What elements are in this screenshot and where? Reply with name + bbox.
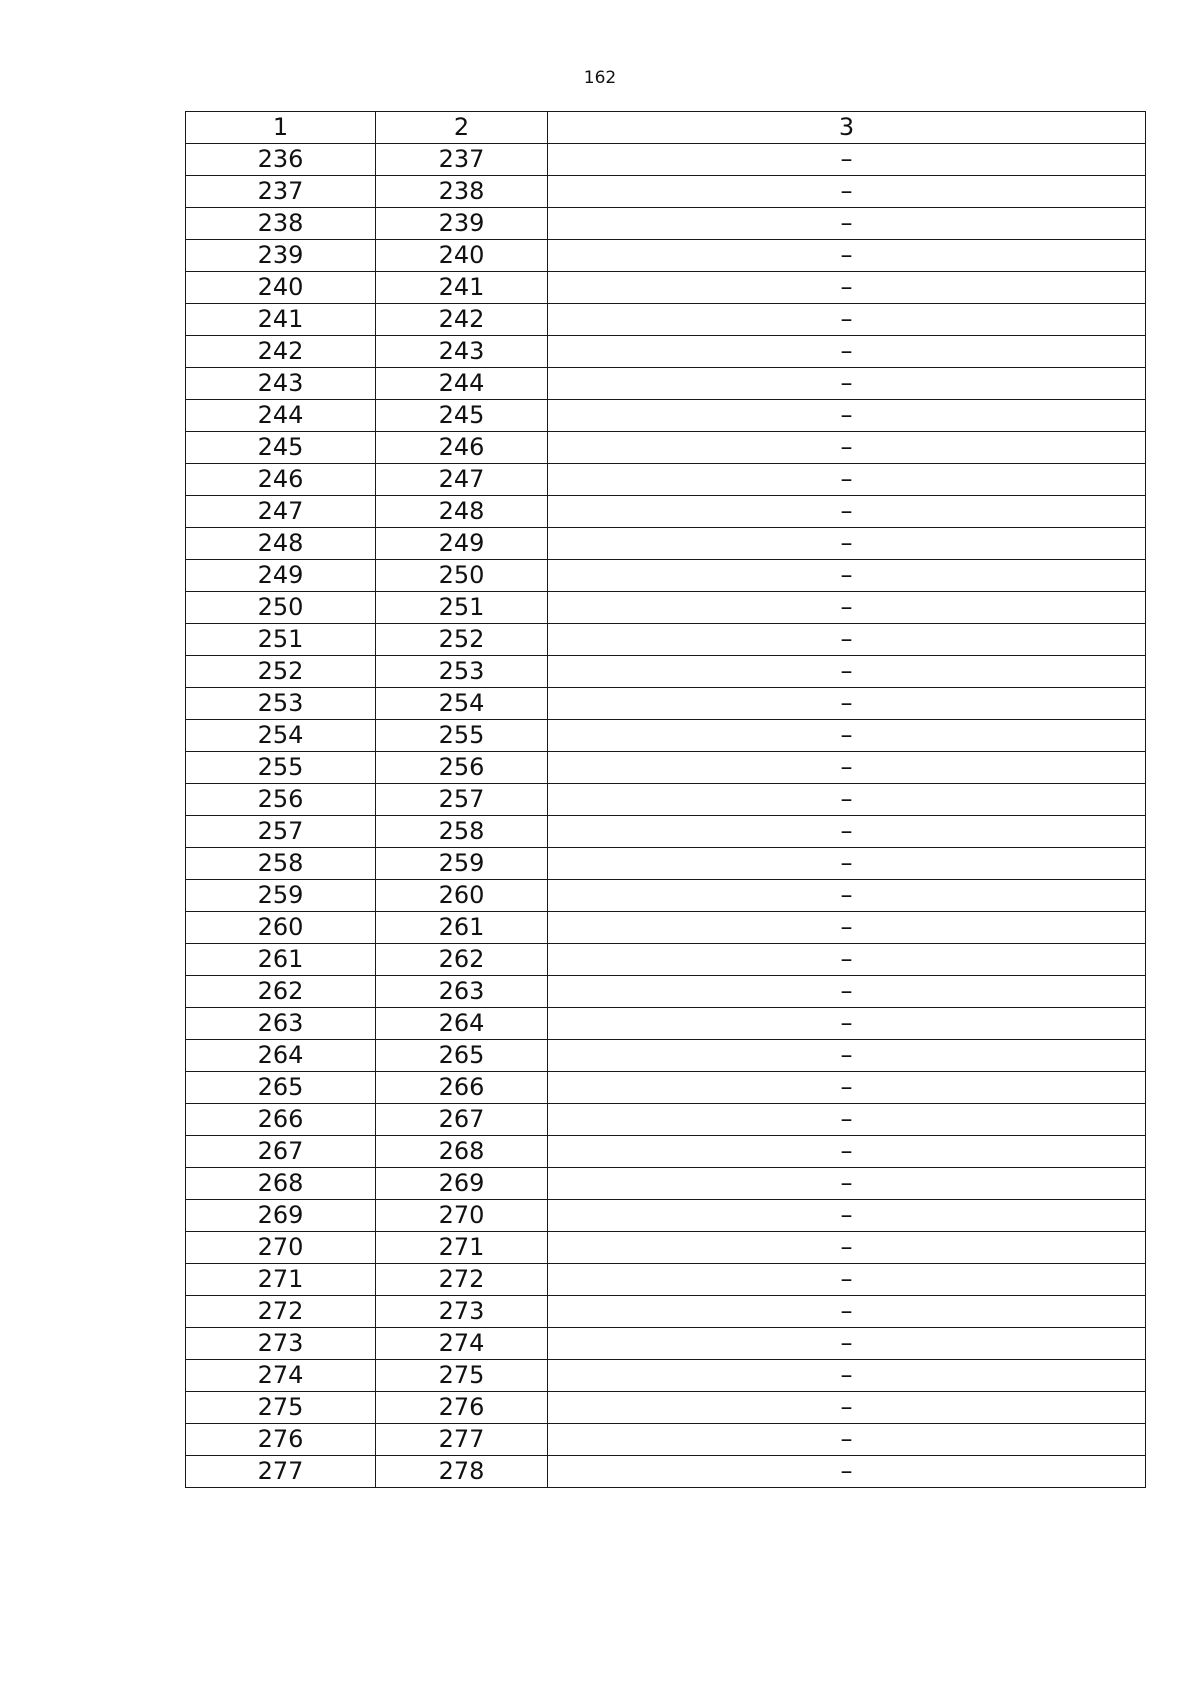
table-cell-col-2: 249 xyxy=(376,528,548,560)
table-cell-col-2: 247 xyxy=(376,464,548,496)
table-row xyxy=(186,1200,1146,1232)
table-cell-col-1: 237 xyxy=(186,176,376,208)
table-row xyxy=(186,240,1146,272)
table-cell-col-1: 238 xyxy=(186,208,376,240)
table-cell-col-1: 242 xyxy=(186,336,376,368)
table-cell-col-1: 257 xyxy=(186,816,376,848)
table-cell-col-3: – xyxy=(548,272,1146,304)
table-cell-col-1: 243 xyxy=(186,368,376,400)
table-row xyxy=(186,176,1146,208)
table-row xyxy=(186,624,1146,656)
table-cell-col-3: – xyxy=(548,1040,1146,1072)
table-row xyxy=(186,688,1146,720)
table-cell-col-3: – xyxy=(548,1136,1146,1168)
table-cell-col-3: – xyxy=(548,400,1146,432)
table-cell-col-2: 268 xyxy=(376,1136,548,1168)
table-cell-col-1: 236 xyxy=(186,144,376,176)
table-cell-col-3: – xyxy=(548,624,1146,656)
table-cell-col-1: 247 xyxy=(186,496,376,528)
table-cell-col-3: – xyxy=(548,528,1146,560)
table-cell-col-2: 278 xyxy=(376,1456,548,1488)
table-row xyxy=(186,944,1146,976)
table-cell-col-3: – xyxy=(548,1008,1146,1040)
table-cell-col-3: – xyxy=(548,336,1146,368)
table-row xyxy=(186,752,1146,784)
table-row xyxy=(186,528,1146,560)
table-cell-col-2: 240 xyxy=(376,240,548,272)
table-row xyxy=(186,1456,1146,1488)
table-row xyxy=(186,464,1146,496)
table-cell-col-1: 254 xyxy=(186,720,376,752)
column-header-1: 1 xyxy=(186,112,376,144)
table-cell-col-3: – xyxy=(548,304,1146,336)
table-cell-col-2: 274 xyxy=(376,1328,548,1360)
table-row xyxy=(186,656,1146,688)
table-cell-col-3: – xyxy=(548,1232,1146,1264)
table-cell-col-2: 258 xyxy=(376,816,548,848)
table-cell-col-2: 265 xyxy=(376,1040,548,1072)
table-cell-col-1: 268 xyxy=(186,1168,376,1200)
table-row xyxy=(186,1008,1146,1040)
table-cell-col-3: – xyxy=(548,656,1146,688)
table-header-row xyxy=(186,112,1146,144)
table-cell-col-1: 262 xyxy=(186,976,376,1008)
table-cell-col-3: – xyxy=(548,368,1146,400)
table-row xyxy=(186,560,1146,592)
table-cell-col-1: 270 xyxy=(186,1232,376,1264)
table-cell-col-2: 255 xyxy=(376,720,548,752)
table-cell-col-3: – xyxy=(548,1072,1146,1104)
table-cell-col-2: 269 xyxy=(376,1168,548,1200)
table-row xyxy=(186,1232,1146,1264)
table-cell-col-1: 241 xyxy=(186,304,376,336)
table-header xyxy=(186,112,1146,144)
page-number: 162 xyxy=(583,68,617,88)
table-row xyxy=(186,912,1146,944)
table-cell-col-2: 243 xyxy=(376,336,548,368)
table-cell-col-3: – xyxy=(548,1104,1146,1136)
table-cell-col-3: – xyxy=(548,784,1146,816)
table-cell-col-2: 260 xyxy=(376,880,548,912)
table-cell-col-3: – xyxy=(548,1296,1146,1328)
table-cell-col-1: 277 xyxy=(186,1456,376,1488)
table-cell-col-1: 252 xyxy=(186,656,376,688)
table-cell-col-2: 253 xyxy=(376,656,548,688)
table-cell-col-2: 256 xyxy=(376,752,548,784)
table-cell-col-1: 266 xyxy=(186,1104,376,1136)
table-cell-col-2: 244 xyxy=(376,368,548,400)
table-row xyxy=(186,1360,1146,1392)
column-header-2: 2 xyxy=(376,112,548,144)
table-cell-col-3: – xyxy=(548,1392,1146,1424)
table-cell-col-2: 263 xyxy=(376,976,548,1008)
table-cell-col-3: – xyxy=(548,720,1146,752)
table-row xyxy=(186,720,1146,752)
table-cell-col-2: 250 xyxy=(376,560,548,592)
table-cell-col-2: 254 xyxy=(376,688,548,720)
table-cell-col-2: 262 xyxy=(376,944,548,976)
table-row xyxy=(186,880,1146,912)
table-row xyxy=(186,592,1146,624)
table-cell-col-2: 259 xyxy=(376,848,548,880)
table-cell-col-1: 240 xyxy=(186,272,376,304)
table-row xyxy=(186,1040,1146,1072)
table-cell-col-3: – xyxy=(548,1456,1146,1488)
data-table xyxy=(185,111,1146,1488)
table-cell-col-2: 246 xyxy=(376,432,548,464)
table-cell-col-2: 257 xyxy=(376,784,548,816)
table-cell-col-3: – xyxy=(548,592,1146,624)
table-cell-col-1: 245 xyxy=(186,432,376,464)
table-row xyxy=(186,1168,1146,1200)
table-body xyxy=(186,144,1146,1488)
table-cell-col-1: 273 xyxy=(186,1328,376,1360)
table-cell-col-3: – xyxy=(548,496,1146,528)
table-row xyxy=(186,784,1146,816)
table-cell-col-1: 275 xyxy=(186,1392,376,1424)
column-header-3: 3 xyxy=(548,112,1146,144)
table-cell-col-2: 245 xyxy=(376,400,548,432)
table-row xyxy=(186,848,1146,880)
table-cell-col-2: 275 xyxy=(376,1360,548,1392)
table-cell-col-1: 251 xyxy=(186,624,376,656)
table-cell-col-2: 266 xyxy=(376,1072,548,1104)
table-cell-col-1: 259 xyxy=(186,880,376,912)
table-cell-col-1: 258 xyxy=(186,848,376,880)
table-row xyxy=(186,1136,1146,1168)
table-cell-col-3: – xyxy=(548,752,1146,784)
table-cell-col-1: 261 xyxy=(186,944,376,976)
table-cell-col-2: 267 xyxy=(376,1104,548,1136)
table-cell-col-1: 255 xyxy=(186,752,376,784)
table-row xyxy=(186,336,1146,368)
table-cell-col-1: 265 xyxy=(186,1072,376,1104)
table-cell-col-3: – xyxy=(548,1328,1146,1360)
table-row xyxy=(186,976,1146,1008)
table-row xyxy=(186,1424,1146,1456)
table-cell-col-3: – xyxy=(548,816,1146,848)
table-row xyxy=(186,1392,1146,1424)
table-cell-col-1: 263 xyxy=(186,1008,376,1040)
table-cell-col-1: 256 xyxy=(186,784,376,816)
table-row xyxy=(186,1296,1146,1328)
table-cell-col-1: 267 xyxy=(186,1136,376,1168)
table-cell-col-2: 270 xyxy=(376,1200,548,1232)
table-row xyxy=(186,144,1146,176)
table-cell-col-3: – xyxy=(548,688,1146,720)
table-cell-col-2: 238 xyxy=(376,176,548,208)
table-cell-col-2: 239 xyxy=(376,208,548,240)
table-cell-col-3: – xyxy=(548,144,1146,176)
table-cell-col-1: 250 xyxy=(186,592,376,624)
table-cell-col-1: 269 xyxy=(186,1200,376,1232)
table-row xyxy=(186,368,1146,400)
table-cell-col-3: – xyxy=(548,912,1146,944)
table-cell-col-3: – xyxy=(548,240,1146,272)
table-row xyxy=(186,1328,1146,1360)
table-cell-col-1: 249 xyxy=(186,560,376,592)
table-cell-col-2: 277 xyxy=(376,1424,548,1456)
table-cell-col-3: – xyxy=(548,848,1146,880)
table-row xyxy=(186,400,1146,432)
table-cell-col-2: 261 xyxy=(376,912,548,944)
table-cell-col-2: 237 xyxy=(376,144,548,176)
table-cell-col-2: 273 xyxy=(376,1296,548,1328)
table-cell-col-1: 239 xyxy=(186,240,376,272)
table-cell-col-3: – xyxy=(548,1264,1146,1296)
table-cell-col-1: 253 xyxy=(186,688,376,720)
table-row xyxy=(186,304,1146,336)
table-cell-col-1: 248 xyxy=(186,528,376,560)
table-cell-col-1: 274 xyxy=(186,1360,376,1392)
table-cell-col-2: 264 xyxy=(376,1008,548,1040)
table-cell-col-1: 260 xyxy=(186,912,376,944)
table-cell-col-3: – xyxy=(548,1168,1146,1200)
table-row xyxy=(186,816,1146,848)
table-cell-col-3: – xyxy=(548,208,1146,240)
table-row xyxy=(186,496,1146,528)
table-cell-col-1: 246 xyxy=(186,464,376,496)
table-cell-col-1: 271 xyxy=(186,1264,376,1296)
table-cell-col-2: 252 xyxy=(376,624,548,656)
table-cell-col-1: 276 xyxy=(186,1424,376,1456)
table-cell-col-3: – xyxy=(548,944,1146,976)
table-row xyxy=(186,432,1146,464)
table-row xyxy=(186,208,1146,240)
table-cell-col-2: 242 xyxy=(376,304,548,336)
table-cell-col-2: 272 xyxy=(376,1264,548,1296)
table-row xyxy=(186,1264,1146,1296)
table-cell-col-3: – xyxy=(548,880,1146,912)
table-cell-col-3: – xyxy=(548,1424,1146,1456)
table-cell-col-2: 276 xyxy=(376,1392,548,1424)
table-cell-col-3: – xyxy=(548,976,1146,1008)
table-cell-col-3: – xyxy=(548,1360,1146,1392)
table-cell-col-3: – xyxy=(548,560,1146,592)
table-cell-col-1: 264 xyxy=(186,1040,376,1072)
table-cell-col-3: – xyxy=(548,432,1146,464)
table-cell-col-1: 272 xyxy=(186,1296,376,1328)
table-cell-col-2: 248 xyxy=(376,496,548,528)
table-row xyxy=(186,1104,1146,1136)
table-cell-col-3: – xyxy=(548,464,1146,496)
table-cell-col-3: – xyxy=(548,1200,1146,1232)
table-cell-col-3: – xyxy=(548,176,1146,208)
table-cell-col-2: 251 xyxy=(376,592,548,624)
table-row xyxy=(186,272,1146,304)
table-cell-col-2: 271 xyxy=(376,1232,548,1264)
table-cell-col-2: 241 xyxy=(376,272,548,304)
table-cell-col-1: 244 xyxy=(186,400,376,432)
table-row xyxy=(186,1072,1146,1104)
